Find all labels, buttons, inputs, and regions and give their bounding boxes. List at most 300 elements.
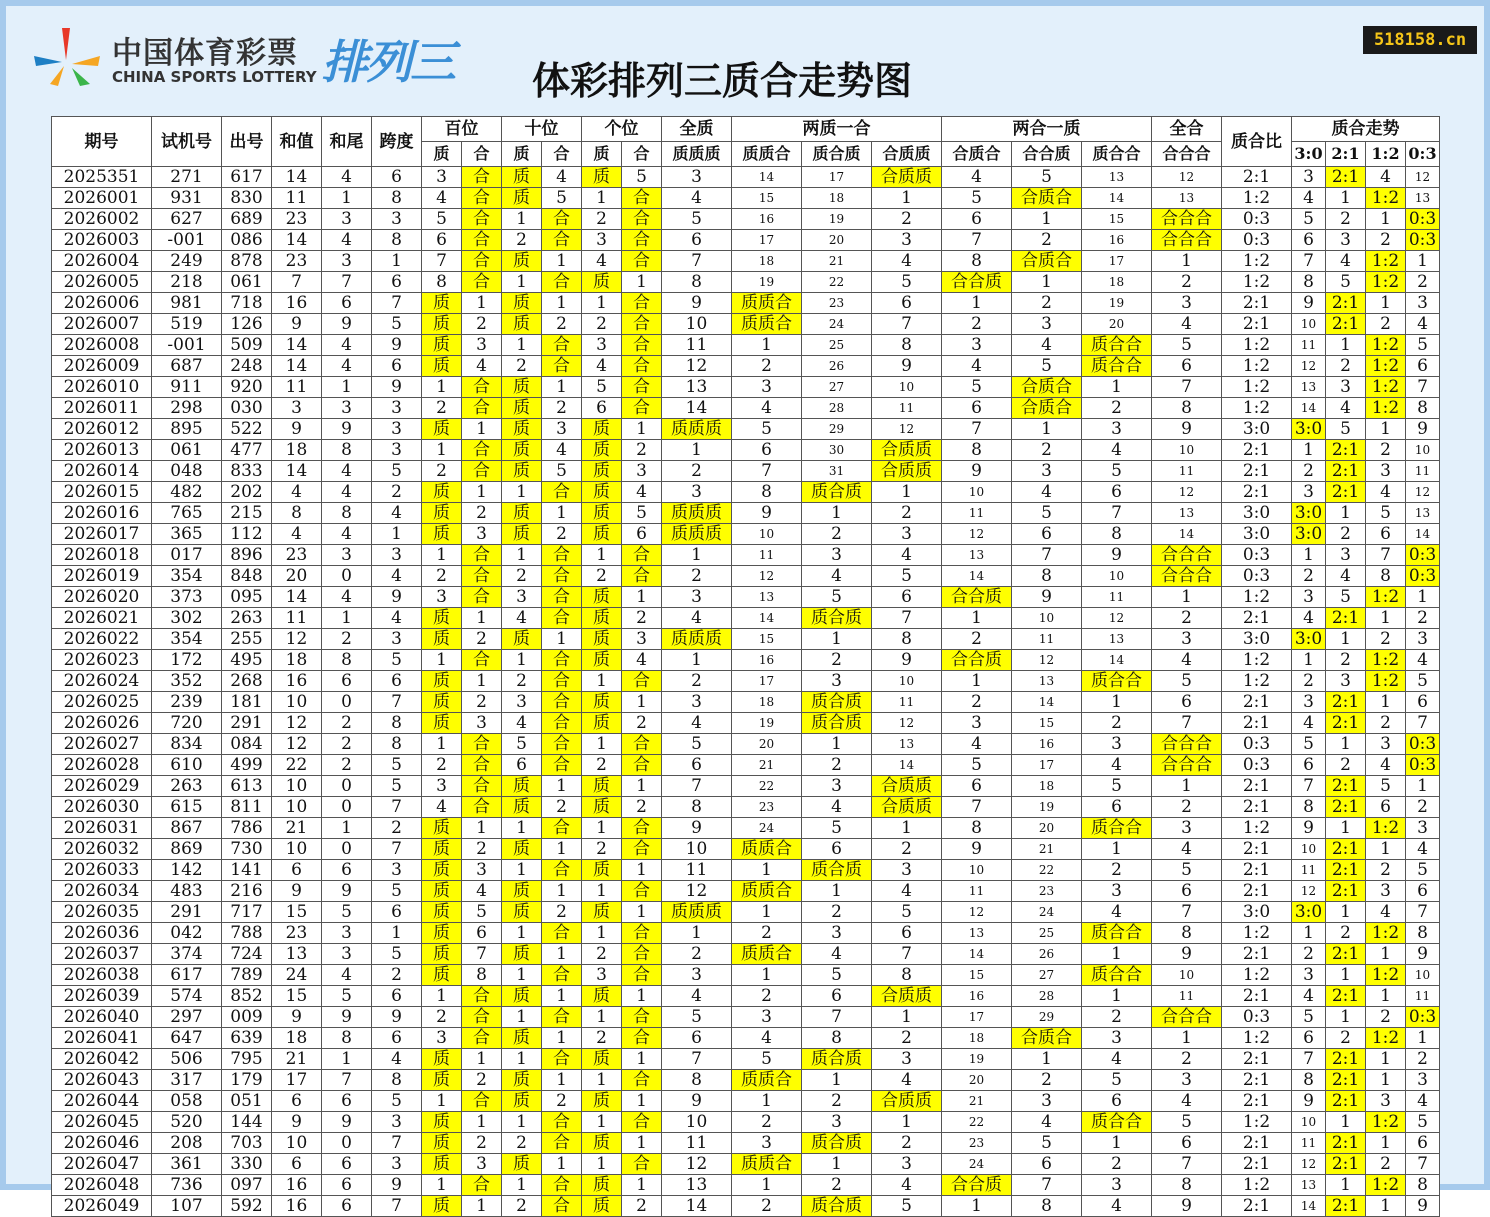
table-cell: 361	[152, 1154, 222, 1175]
table-cell: 3	[1406, 293, 1440, 314]
table-cell: 5	[872, 1196, 942, 1217]
table-cell: 736	[152, 1175, 222, 1196]
table-cell: 2	[942, 629, 1012, 650]
table-cell: 3	[422, 167, 462, 188]
table-cell: 6	[372, 272, 422, 293]
table-cell: 2:1	[1222, 1196, 1292, 1217]
table-cell: 0:3	[1406, 734, 1440, 755]
table-row	[52, 566, 1440, 587]
table-cell: 合	[542, 566, 582, 587]
header-ppp: 质质质	[662, 142, 732, 167]
table-cell: 合	[462, 1007, 502, 1028]
table-cell: 质	[502, 776, 542, 797]
table-cell: 1	[1012, 272, 1082, 293]
table-cell: 613	[222, 776, 272, 797]
table-cell: 7	[372, 293, 422, 314]
table-cell: 质	[422, 314, 462, 335]
table-cell: 2:1	[1326, 776, 1366, 797]
table-cell: 6	[732, 440, 802, 461]
table-row	[52, 377, 1440, 398]
table-cell: 1	[502, 818, 542, 839]
table-cell: 3	[372, 419, 422, 440]
table-cell: 365	[152, 524, 222, 545]
table-cell: 1	[662, 440, 732, 461]
table-cell: 1	[322, 608, 372, 629]
table-cell: 21	[942, 1091, 1012, 1112]
table-cell: 合	[622, 188, 662, 209]
table-cell: 3	[1406, 818, 1440, 839]
table-cell: 3	[1152, 1070, 1222, 1091]
table-cell: 895	[152, 419, 222, 440]
table-cell: 2026005	[52, 272, 152, 293]
table-cell: 181	[222, 692, 272, 713]
table-cell: 15	[1082, 209, 1152, 230]
table-cell: 1	[872, 1007, 942, 1028]
table-cell: 质	[422, 524, 462, 545]
table-cell: 质	[582, 860, 622, 881]
table-cell: 981	[152, 293, 222, 314]
table-cell: 1:2	[1366, 1175, 1406, 1196]
table-cell: 合质合	[1012, 398, 1082, 419]
table-cell: 1:2	[1366, 356, 1406, 377]
table-cell: 23	[1012, 881, 1082, 902]
table-cell: 合	[462, 398, 502, 419]
table-cell: 12	[942, 524, 1012, 545]
header-test-number: 试机号	[152, 117, 222, 167]
table-row	[52, 860, 1440, 881]
table-cell: 10	[272, 776, 322, 797]
table-cell: 1	[502, 1175, 542, 1196]
table-cell: 1	[422, 986, 462, 1007]
table-cell: 1	[422, 650, 462, 671]
table-cell: 13	[872, 734, 942, 755]
table-cell: 869	[152, 839, 222, 860]
table-cell: 质	[422, 608, 462, 629]
table-cell: 3	[1326, 671, 1366, 692]
table-cell: 1	[732, 1091, 802, 1112]
table-cell: 13	[1082, 629, 1152, 650]
table-cell: 质质合	[732, 944, 802, 965]
table-cell: 255	[222, 629, 272, 650]
table-cell: 5	[802, 587, 872, 608]
table-cell: 质	[422, 629, 462, 650]
table-cell: 5	[1292, 1007, 1326, 1028]
table-cell: 048	[152, 461, 222, 482]
table-cell: 3	[942, 335, 1012, 356]
table-cell: 1	[582, 734, 622, 755]
table-cell: 3	[802, 671, 872, 692]
table-cell: 297	[152, 1007, 222, 1028]
table-cell: 1	[1292, 440, 1326, 461]
table-cell: 2	[942, 314, 1012, 335]
table-cell: 0:3	[1222, 566, 1292, 587]
table-cell: 2	[1292, 944, 1326, 965]
table-cell: 1:2	[1366, 1028, 1406, 1049]
table-cell: 10	[272, 797, 322, 818]
table-cell: 合	[542, 209, 582, 230]
table-cell: 6	[1082, 482, 1152, 503]
table-cell: 13	[942, 545, 1012, 566]
table-cell: 12	[872, 713, 942, 734]
table-cell: 3	[1292, 692, 1326, 713]
table-cell: 0:3	[1406, 209, 1440, 230]
table-cell: 4	[322, 335, 372, 356]
table-cell: 3	[1292, 167, 1326, 188]
table-cell: 3	[662, 587, 732, 608]
table-cell: 2	[1406, 272, 1440, 293]
table-cell: 9	[322, 314, 372, 335]
table-cell: 1:2	[1366, 377, 1406, 398]
table-cell: 7	[1292, 251, 1326, 272]
table-cell: 5	[942, 377, 1012, 398]
table-cell: 2	[502, 566, 542, 587]
table-cell: 质	[582, 461, 622, 482]
table-cell: 2026038	[52, 965, 152, 986]
table-cell: 21	[732, 755, 802, 776]
table-cell: 2	[372, 965, 422, 986]
table-cell: 质	[422, 671, 462, 692]
table-cell: 29	[802, 419, 872, 440]
table-cell: 9	[1012, 587, 1082, 608]
table-cell: 3:0	[1222, 419, 1292, 440]
table-cell: 7	[732, 461, 802, 482]
table-cell: 2026040	[52, 1007, 152, 1028]
table-cell: 6	[462, 923, 502, 944]
table-cell: 3	[1366, 881, 1406, 902]
table-cell: 2	[662, 461, 732, 482]
table-cell: 合	[622, 335, 662, 356]
table-cell: 2	[1082, 713, 1152, 734]
table-cell: 1	[1326, 1112, 1366, 1133]
table-cell: 263	[222, 608, 272, 629]
table-cell: 9	[272, 1007, 322, 1028]
table-cell: 1	[802, 1070, 872, 1091]
table-cell: 2	[542, 797, 582, 818]
table-cell: 0:3	[1222, 734, 1292, 755]
table-row	[52, 1091, 1440, 1112]
table-cell: 2026007	[52, 314, 152, 335]
table-cell: 7	[372, 797, 422, 818]
table-cell: 1	[732, 335, 802, 356]
table-cell: 12	[942, 902, 1012, 923]
table-cell: 质	[582, 986, 622, 1007]
trend-table	[51, 116, 1440, 1217]
table-cell: 2026049	[52, 1196, 152, 1217]
table-cell: 2:1	[1222, 1070, 1292, 1091]
table-cell: 4	[1326, 566, 1366, 587]
header-all-prime: 全质	[662, 117, 732, 142]
table-cell: 3	[1366, 1091, 1406, 1112]
table-cell: 8	[1012, 566, 1082, 587]
table-cell: 1	[802, 881, 872, 902]
table-cell: 1	[462, 608, 502, 629]
table-cell: 2:1	[1222, 797, 1292, 818]
table-cell: 268	[222, 671, 272, 692]
table-cell: 质	[502, 314, 542, 335]
table-cell: 质	[422, 692, 462, 713]
table-cell: 2:1	[1222, 482, 1292, 503]
table-cell: 合	[622, 251, 662, 272]
table-cell: 合	[542, 650, 582, 671]
header-two-composite-one-prime: 两合一质	[942, 117, 1152, 142]
table-cell: 2	[542, 902, 582, 923]
table-cell: 质	[502, 629, 542, 650]
table-cell: 3	[662, 167, 732, 188]
table-cell: 7	[372, 692, 422, 713]
table-cell: 1:2	[1366, 335, 1406, 356]
table-cell: 2	[542, 314, 582, 335]
table-cell: 7	[942, 419, 1012, 440]
table-cell: 1	[1326, 734, 1366, 755]
table-cell: 3	[322, 398, 372, 419]
table-cell: 2	[1366, 440, 1406, 461]
table-cell: 1	[1366, 1196, 1406, 1217]
table-cell: 141	[222, 860, 272, 881]
table-cell: 4	[272, 482, 322, 503]
table-cell: 质	[422, 944, 462, 965]
table-cell: 合	[622, 671, 662, 692]
table-cell: 1	[1326, 965, 1366, 986]
table-cell: 质	[502, 839, 542, 860]
table-cell: 5	[372, 650, 422, 671]
table-cell: 2	[322, 713, 372, 734]
table-cell: 质	[422, 1196, 462, 1217]
table-cell: 9	[662, 1091, 732, 1112]
table-cell: 2026044	[52, 1091, 152, 1112]
table-cell: 6	[422, 230, 462, 251]
table-cell: 31	[802, 461, 872, 482]
table-cell: 0:3	[1222, 755, 1292, 776]
table-cell: 1:2	[1366, 587, 1406, 608]
table-cell: 5	[872, 272, 942, 293]
table-cell: 3	[372, 398, 422, 419]
table-cell: 质	[502, 377, 542, 398]
table-cell: 20	[1082, 314, 1152, 335]
table-cell: 11	[1292, 860, 1326, 881]
table-cell: 4	[802, 566, 872, 587]
table-cell: 2026027	[52, 734, 152, 755]
table-cell: 4	[1406, 839, 1440, 860]
table-cell: 2	[422, 461, 462, 482]
table-cell: 质	[502, 461, 542, 482]
table-cell: 2	[622, 440, 662, 461]
table-cell: 6	[1152, 356, 1222, 377]
table-cell: 质	[582, 1133, 622, 1154]
table-cell: 18	[272, 1028, 322, 1049]
table-cell: 4	[662, 608, 732, 629]
table-cell: 22	[732, 776, 802, 797]
lottery-logo-icon	[32, 26, 102, 88]
table-cell: 质质合	[732, 1154, 802, 1175]
table-cell: 2:1	[1222, 1091, 1292, 1112]
table-cell: 1	[502, 923, 542, 944]
table-cell: 4	[1366, 902, 1406, 923]
table-cell: 质	[422, 1070, 462, 1091]
table-cell: 11	[272, 377, 322, 398]
table-cell: 7	[942, 230, 1012, 251]
table-cell: 795	[222, 1049, 272, 1070]
table-cell: 2:1	[1222, 860, 1292, 881]
table-cell: 1	[1366, 1133, 1406, 1154]
table-cell: 5	[1292, 734, 1326, 755]
table-cell: 9	[1152, 1196, 1222, 1217]
table-cell: 1	[542, 629, 582, 650]
table-row	[52, 524, 1440, 545]
table-cell: 3	[872, 860, 942, 881]
table-cell: 1	[622, 902, 662, 923]
table-cell: 质	[502, 902, 542, 923]
table-cell: 1	[542, 1070, 582, 1091]
table-cell: 2:1	[1326, 1091, 1366, 1112]
table-cell: 4	[1082, 1196, 1152, 1217]
table-cell: 2	[462, 314, 502, 335]
table-cell: 3	[462, 860, 502, 881]
table-cell: 615	[152, 797, 222, 818]
table-cell: 1	[802, 503, 872, 524]
table-cell: 7	[1406, 713, 1440, 734]
table-cell: 1	[1366, 608, 1406, 629]
table-cell: 14	[272, 587, 322, 608]
table-cell: 27	[802, 377, 872, 398]
table-cell: 合	[542, 692, 582, 713]
table-cell: 0	[322, 1133, 372, 1154]
table-cell: 9	[272, 314, 322, 335]
header-two-prime-one-composite: 两质一合	[732, 117, 942, 142]
table-cell: 717	[222, 902, 272, 923]
table-cell: 6	[322, 1175, 372, 1196]
table-cell: 703	[222, 1133, 272, 1154]
table-cell: 3	[1326, 377, 1366, 398]
table-cell: 质	[582, 1175, 622, 1196]
table-cell: 3	[802, 1112, 872, 1133]
table-cell: 4	[662, 188, 732, 209]
table-cell: 0:3	[1222, 545, 1292, 566]
table-cell: 788	[222, 923, 272, 944]
table-cell: 13	[1152, 503, 1222, 524]
table-cell: 848	[222, 566, 272, 587]
table-cell: 1	[502, 1112, 542, 1133]
table-cell: 789	[222, 965, 272, 986]
table-cell: 8	[942, 440, 1012, 461]
table-cell: 6	[502, 755, 542, 776]
table-cell: 质合质	[802, 1049, 872, 1070]
trend-table-container	[51, 116, 1440, 1217]
table-cell: 18	[802, 188, 872, 209]
table-cell: 6	[372, 167, 422, 188]
table-cell: 12	[1406, 482, 1440, 503]
table-cell: 2	[1292, 566, 1326, 587]
header-issue: 期号	[52, 117, 152, 167]
table-cell: 5	[372, 461, 422, 482]
table-cell: 6	[1406, 692, 1440, 713]
table-cell: 2026030	[52, 797, 152, 818]
table-cell: 11	[1082, 587, 1152, 608]
table-cell: 5	[662, 734, 732, 755]
table-cell: 1	[502, 482, 542, 503]
table-cell: 1	[622, 1133, 662, 1154]
table-cell: 3	[662, 482, 732, 503]
table-cell: 7	[1152, 902, 1222, 923]
table-cell: 19	[942, 1049, 1012, 1070]
table-cell: 2:1	[1222, 1133, 1292, 1154]
table-cell: 3	[372, 1154, 422, 1175]
table-cell: 合质质	[872, 167, 942, 188]
table-cell: 6	[942, 776, 1012, 797]
table-cell: 1	[582, 1112, 622, 1133]
table-cell: 质	[422, 335, 462, 356]
table-cell: 8	[872, 629, 942, 650]
table-cell: 8	[1366, 566, 1406, 587]
table-cell: 2	[1326, 755, 1366, 776]
header-ccp: 合合质	[1012, 142, 1082, 167]
table-cell: 19	[1082, 293, 1152, 314]
header-units-prime: 质	[582, 142, 622, 167]
table-cell: 5	[1326, 272, 1366, 293]
table-cell: 495	[222, 650, 272, 671]
table-cell: 3	[1326, 545, 1366, 566]
table-cell: 合	[622, 734, 662, 755]
table-cell: 2	[1366, 860, 1406, 881]
table-cell: 质合合	[1082, 671, 1152, 692]
table-cell: 3	[622, 461, 662, 482]
table-cell: 质	[502, 1091, 542, 1112]
table-cell: 2	[1326, 1028, 1366, 1049]
table-cell: 687	[152, 356, 222, 377]
table-cell: 9	[1406, 944, 1440, 965]
table-cell: 3	[462, 524, 502, 545]
table-cell: 3	[422, 587, 462, 608]
table-cell: 061	[152, 440, 222, 461]
table-cell: 合合合	[1152, 230, 1222, 251]
table-cell: 3	[802, 923, 872, 944]
table-cell: 2:1	[1326, 1196, 1366, 1217]
table-row	[52, 650, 1440, 671]
table-cell: 1:2	[1222, 1175, 1292, 1196]
table-cell: 2	[1012, 293, 1082, 314]
table-cell: 1:2	[1366, 1112, 1406, 1133]
table-cell: 质	[502, 167, 542, 188]
header-pcc: 质合合	[1082, 142, 1152, 167]
table-cell: 3	[502, 692, 542, 713]
table-cell: 8	[372, 1070, 422, 1091]
table-cell: 质	[582, 272, 622, 293]
table-row	[52, 1175, 1440, 1196]
table-cell: 质	[582, 608, 622, 629]
table-cell: 2026042	[52, 1049, 152, 1070]
table-cell: 质	[422, 293, 462, 314]
table-cell: 1:2	[1366, 251, 1406, 272]
table-cell: 2	[542, 1091, 582, 1112]
table-cell: 9	[272, 1112, 322, 1133]
table-cell: 26	[802, 356, 872, 377]
table-cell: 12	[1152, 482, 1222, 503]
table-cell: 合质质	[872, 461, 942, 482]
table-cell: 1	[462, 1112, 502, 1133]
table-cell: 15	[732, 629, 802, 650]
table-cell: 合	[542, 272, 582, 293]
table-cell: 13	[1082, 167, 1152, 188]
header-ratio-0-3: 0:3	[1406, 142, 1440, 167]
table-cell: 1	[582, 818, 622, 839]
table-cell: 1	[1366, 293, 1406, 314]
table-cell: 095	[222, 587, 272, 608]
table-cell: 4	[1082, 755, 1152, 776]
table-cell: 6	[1292, 1028, 1326, 1049]
table-cell: 质	[422, 503, 462, 524]
table-cell: 1	[1012, 1049, 1082, 1070]
table-cell: 0:3	[1406, 1007, 1440, 1028]
table-cell: 21	[272, 818, 322, 839]
